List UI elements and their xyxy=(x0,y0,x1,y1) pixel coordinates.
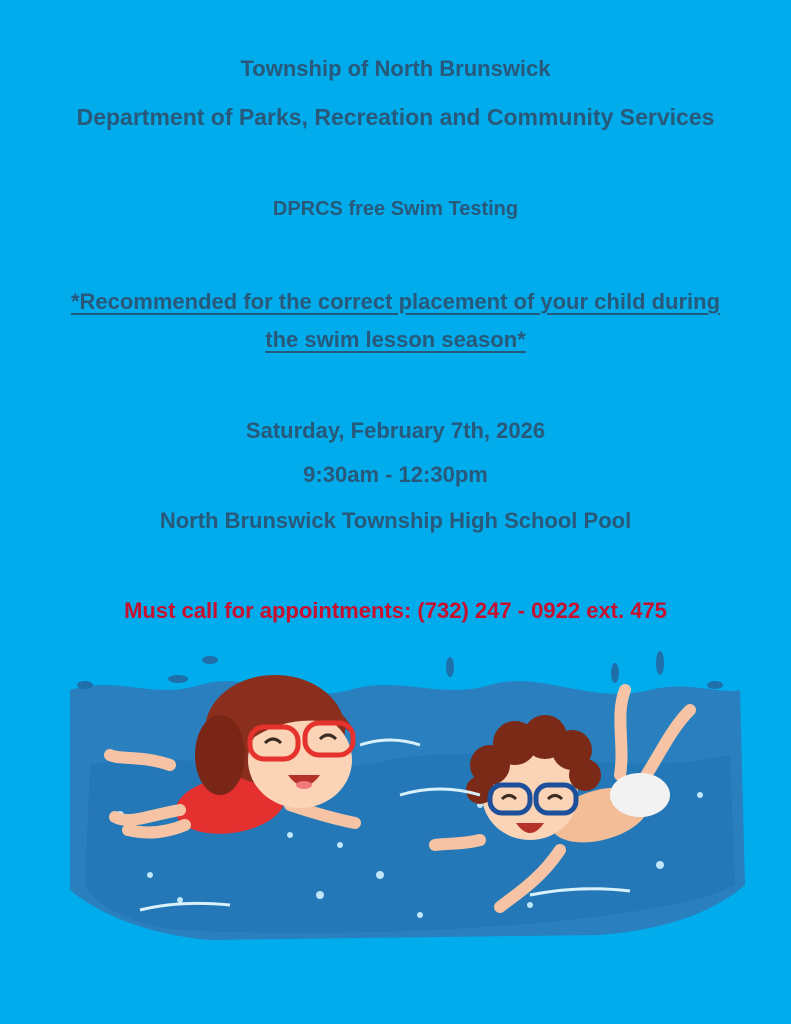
event-location: North Brunswick Township High School Pool xyxy=(159,508,632,533)
event-time: 9:30am - 12:30pm xyxy=(303,462,488,487)
department-heading: Department of Parks, Recreation and Community Services xyxy=(76,104,715,130)
splash-drops xyxy=(77,651,723,689)
swimming-children-illustration xyxy=(60,645,750,945)
event-date: Saturday, February 7th, 2026 xyxy=(245,418,546,443)
township-heading: Township of North Brunswick xyxy=(240,56,551,81)
recommendation-line-2: the swim lesson season* xyxy=(265,327,526,352)
event-title: DPRCS free Swim Testing xyxy=(272,198,519,220)
recommendation-line-1: *Recommended for the correct placement of your child during xyxy=(70,289,721,314)
appointment-contact: Must call for appointments: (732) 247 - 0922 ext. 475 xyxy=(124,598,667,623)
